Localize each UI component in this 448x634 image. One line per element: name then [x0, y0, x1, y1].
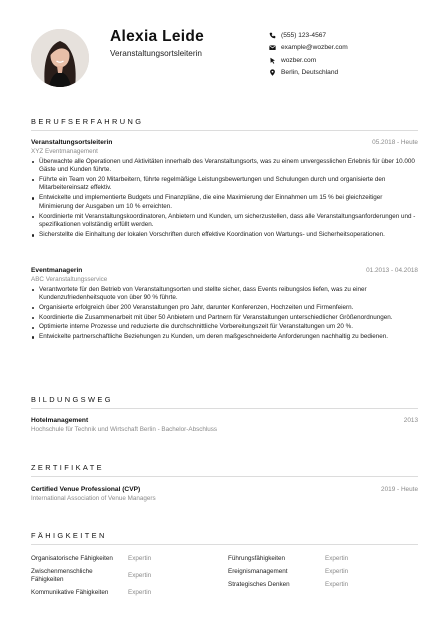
job-date: 01.2013 - 04.2018	[366, 267, 418, 274]
location-pin-icon	[268, 69, 276, 77]
experience-entry-2	[31, 267, 418, 343]
email-icon	[268, 44, 276, 52]
list-item: Koordinierte die Zusammenarbeit mit über 50 Anbietern und Partnern für Veranstaltungen unterschiedlicher Größenordnungen.	[31, 314, 418, 323]
section-title-certificates: ZERTIFIKATE	[31, 463, 104, 472]
job-bullets	[31, 286, 418, 342]
skill-level: Expertin	[325, 555, 349, 562]
section-divider	[31, 476, 418, 477]
section-divider	[31, 130, 418, 131]
education-entry	[31, 417, 418, 433]
contact-website-text[interactable]: wozber.com	[281, 56, 317, 64]
job-title: Eventmanagerin	[31, 267, 83, 274]
certificate-title: Certified Venue Professional (CVP)	[31, 486, 141, 493]
section-title-experience: BERUFSERFAHRUNG	[31, 117, 144, 126]
contact-list	[268, 29, 348, 79]
section-title-skills: FÄHIGKEITEN	[31, 531, 107, 540]
contact-email	[268, 42, 348, 55]
contact-email-text[interactable]: example@wozber.com	[281, 44, 348, 52]
skill-row	[228, 580, 408, 589]
contact-website	[268, 54, 348, 67]
list-item: Verantwortete für den Betrieb von Veranstaltungsorten und stellte sicher, dass Events reibungslos liefen, was zu einer Kundenzufriedenheitsquote von über 90 % führte.	[31, 286, 418, 303]
phone-icon	[268, 31, 276, 39]
list-item: Sicherstellte die Einhaltung der lokalen Vorschriften durch effektive Koordination von Wartungs- und Sicherheitsoperationen.	[31, 231, 418, 240]
degree-title: Hotelmanagement	[31, 417, 89, 424]
skill-name: Führungsfähigkeiten	[228, 554, 286, 562]
link-icon	[268, 56, 276, 64]
degree-date: 2013	[403, 417, 418, 424]
skill-row	[31, 554, 211, 563]
skill-name: Organisatorische Fähigkeiten	[31, 554, 113, 562]
skill-level: Expertin	[128, 572, 152, 579]
skill-row	[228, 554, 408, 563]
skill-level: Expertin	[325, 568, 349, 575]
avatar-photo-icon	[31, 29, 89, 87]
job-date: 05.2018 - Heute	[372, 139, 418, 146]
skill-name: Zwischenmenschliche Fähigkeiten	[31, 567, 93, 583]
section-divider	[31, 408, 418, 409]
job-title: Veranstaltungsortsleiterin	[31, 139, 113, 146]
avatar	[31, 29, 89, 87]
contact-phone-text: (555) 123-4567	[281, 31, 327, 39]
certificate-entry	[31, 486, 418, 502]
candidate-role: Veranstaltungsortsleiterin	[110, 49, 202, 58]
skill-level: Expertin	[325, 581, 349, 588]
skills-column-right	[228, 554, 408, 593]
contact-location	[268, 67, 348, 80]
list-item: Entwickelte partnerschaftliche Beziehungen zu Kunden, um deren maßgeschneiderte Anforderungen nachhaltig zu bedienen.	[31, 333, 418, 342]
section-divider	[31, 544, 418, 545]
job-bullets	[31, 158, 418, 240]
candidate-name: Alexia Leide	[110, 28, 205, 45]
contact-phone	[268, 29, 348, 42]
experience-entry-1	[31, 139, 418, 241]
section-title-education: BILDUNGSWEG	[31, 395, 113, 404]
skill-name: Ereignismanagement	[228, 567, 288, 575]
skill-name: Strategisches Denken	[228, 580, 290, 588]
contact-location-text: Berlin, Deutschland	[281, 69, 339, 77]
skill-row	[31, 567, 211, 584]
certificate-issuer: International Association of Venue Managers	[31, 494, 156, 502]
skill-row	[228, 567, 408, 576]
skill-level: Expertin	[128, 589, 152, 596]
skills-column-left	[31, 554, 211, 601]
list-item: Führte ein Team von 20 Mitarbeitern, führte regelmäßige Leistungsbewertungen und Schulungen durch und organisierte den Mitarbeitereinsatz effektiv.	[31, 176, 418, 193]
certificate-date: 2019 - Heute	[381, 486, 418, 493]
skill-row	[31, 588, 211, 597]
degree-school: Hochschule für Technik und Wirtschaft Berlin - Bachelor-Abschluss	[31, 425, 218, 433]
job-company: ABC Veranstaltungsservice	[31, 275, 108, 283]
list-item: Organisierte erfolgreich über 200 Veranstaltungen pro Jahr, darunter Konferenzen, Hochzeiten und Firmenfeiern.	[31, 304, 418, 313]
list-item: Entwickelte und implementierte Budgets und Finanzpläne, die eine Maximierung der Einnahmen um 15 % bei gleichzeitiger Minimierung der Ausgaben um 10 % erreichten.	[31, 194, 418, 211]
skill-level: Expertin	[128, 555, 152, 562]
list-item: Optimierte interne Prozesse und reduzierte die durchschnittliche Vorbereitungszeit für Veranstaltungen um 20 %.	[31, 323, 418, 332]
job-company: XYZ Eventmanagement	[31, 147, 98, 155]
list-item: Koordinierte mit Veranstaltungskoordinatoren, Anbietern und Kunden, um sicherzustellen, dass alle Veranstaltungsanforderungen und -spezifikationen vollständig erfüllt werden.	[31, 213, 418, 230]
list-item: Überwachte alle Operationen und Aktivitäten innerhalb des Veranstaltungsorts, was zu einem unvergesslichen Erlebnis für über 10.000 Gäste und Kunden führte.	[31, 158, 418, 175]
skill-name: Kommunikative Fähigkeiten	[31, 588, 109, 596]
